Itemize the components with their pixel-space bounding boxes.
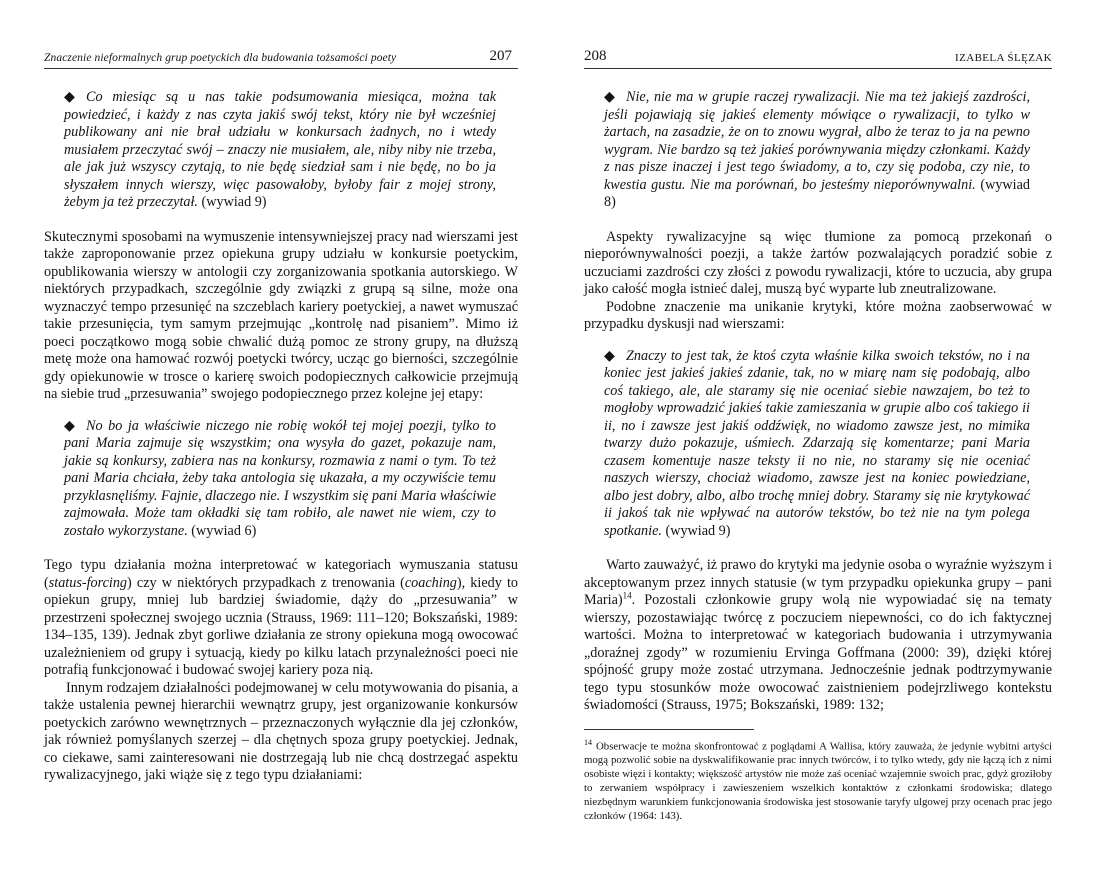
paragraph-segment: . Pozostali członkowie grupy wolą nie wypowiadać się na tematy wierszy, pozostawiając twórcę z poczuciem niepewności, co do ich faktycznej wartości. Można to interpretować w kategoriach budowania i utrzymywania „doraźnej zgody” w rozumieniu Ervinga Goffmana (2000: 39), dzięki której spójność grupy może zostać utrzymana. Jednocześnie jednak podtrzymywanie tego typu stosunków może owocować zaistnieniem podejrzliwego kontekstu świadomości (Strauss, 1975; Bokszański, 1989: 132;: [584, 592, 1052, 713]
footnote-divider: [584, 729, 754, 730]
interview-quote: [44, 89, 518, 212]
paragraph: Aspekty rywalizacyjne są więc tłumione za pomocą przekonań o nieporównywalności poezji, a także żartów pozwalających poradzić sobie z uczuciami zazdrości czy złości z powodu rywalizacji, które to uczucia, aby grupa jako całość mogła istnieć dalej, muszą być wyparte lub zneutralizowane.: [584, 228, 1052, 297]
interview-quote: [44, 418, 518, 541]
diamond-bullet-icon: ◆: [64, 417, 75, 434]
quote-text: Co miesiąc są u nas takie podsumowania miesiąca, można tak powiedzieć, i każdy z nas czyta jakiś swój tekst, który nie był wcześniej publikowany ani nie brał udziału w konkursach żadnych, no i wtedy musiałem przeczytać swój – znaczy nie musiałem, ale, niby niby nie trzeba, ale jak już wszyscy czytają, to nie będę siedział sam i nie będę, no bo ja słyszałem innych wierszy, więc pasowałoby, byłoby fair z mojej strony, żebym ja też przeczytał.: [64, 89, 496, 210]
footnote: [584, 736, 1052, 824]
quote-text: No bo ja właściwie niczego nie robię wokół tej mojej poezji, tylko to pani Maria zajmuje się wszystkim; ona wysyła do gazet, pokazuje nam, jakie są konkursy, zabiera nas na konkursy, rozmawia z nami o tym. To też pani Maria chciała, żeby taka antologia się ukazała, a my oczywiście temu przyklasnęliśmy. Fajnie, dlaczego nie. I wszystkim się pani Maria właściwie zajmowała. Może tam okładki się tam robiło, ale nawet nie wiem, czy to zostało wykorzystane.: [64, 417, 496, 539]
interview-quote: [584, 348, 1052, 541]
running-head-right: [584, 44, 1052, 69]
quote-source: (wywiad 8): [604, 176, 1031, 210]
paragraph: Skutecznymi sposobami na wymuszenie intensywniejszej pracy nad wierszami jest także zaproponowanie przez opiekuna grupy udziału w konkursie poetyckim, opublikowania wierszy w antologii czy zorganizowania spotkania autorskiego. W niektórych przypadkach, szczególnie gdy związki z grupą są silne, może ona wyznaczyć tempo przesunięć na szczeblach kariery poetyckiej, a nawet wymuszać takie przesunięcia, tym samym przejmując „kontrolę nad pisaniem”. Mimo iż poeci początkowo mogą sobie chwalić dużą pomoc ze strony grupy, na dłuższą metę może ona hamować rozwój poetycki twórcy, ucząc go bierności, szczególnie gdy opiekunowie w trosce o karierę swoich podopiecznych całkowicie przejmują na siebie trud „przesuwania” swojego podopiecznego przez kolejne jej etapy:: [44, 228, 518, 402]
paragraph-italic-term: status-forcing: [48, 574, 128, 591]
page-number-right: 208: [584, 48, 607, 64]
paragraph-italic-term: coaching: [404, 574, 457, 591]
quote-text: Nie, nie ma w grupie raczej rywalizacji. Nie ma też jakiejś zazdrości, jeśli pojawiają się jakieś elementy mówiące o rywalizacji, to tylko w żartach, na zasadzie, że on to znowu wygrał, albo że teraz to ja na pewno wygram. Nie bardzo są też jakieś porównywania między członkami. Każdy z nas pisze inaczej i jest tego świadomy, a to, czy się podoba, czy nie, to kwestia gustu. Nie ma porównań, bo jesteśmy nieporównywalni.: [604, 89, 1030, 193]
paragraph: [584, 557, 1052, 715]
paragraph: Innym rodzajem działalności podejmowanej w celu motywowania do pisania, a także ustalenia pewnej hierarchii wewnątrz grupy, jest organizowanie konkursów poetyckich zarówno wewnętrznych – przeznaczonych wyłącznie dla jej członków, jak również pomyślanych szerzej – dla chętnych spoza grupy poetyckiej. Jednak, co ciekawe, sami zainteresowani nie dostrzegają lub nie chcą dostrzegać aspektu rywalizacyjnego, jaki wiąże się z tego typu działaniami:: [44, 679, 518, 783]
page-number-left: 207: [489, 48, 512, 64]
running-head-left: [44, 44, 518, 69]
paragraph-segment: ), kiedy to opiekun grupy, mniej lub bardziej świadomie, dąży do „przesuwania” w przestrzeni społecznej swojego ucznia (Strauss, 1969: 111–120; Bokszański, 1989: 134–135, 139). Jednak zbyt gorliwe działania ze strony opiekuna mogą owocować uzależnieniem od grupy i sytuacją, kiedy po kilku latach przynależności poeci nie potrafią funkcjonować i budować swojej kariery poza nią.: [44, 574, 518, 678]
diamond-bullet-icon: ◆: [64, 89, 75, 105]
interview-quote: [584, 89, 1052, 212]
running-author: IZABELA ŚLĘZAK: [955, 52, 1052, 64]
paragraph-segment: ) czy w niektórych przypadkach z trenowania (: [127, 574, 405, 591]
paragraph-segment: Tego typu działania można interpretować w kategoriach wymuszania statusu (: [44, 557, 518, 591]
footnote-reference[interactable]: 14: [622, 590, 632, 601]
diamond-bullet-icon: ◆: [604, 89, 615, 105]
quote-source: (wywiad 9): [665, 522, 731, 539]
paragraph: [44, 557, 518, 680]
quote-source: (wywiad 9): [201, 194, 267, 210]
running-title: Znaczenie nieformalnych grup poetyckich dla budowania tożsamości poety: [44, 52, 397, 64]
right-page: [550, 0, 1100, 880]
quote-source: (wywiad 6): [191, 522, 257, 539]
footnote-marker: 14: [584, 737, 592, 747]
quote-text: Znaczy to jest tak, że ktoś czyta właśnie kilka swoich tekstów, no i na koniec jest jakieś jakieś zdanie, tak, no w miarę nam się podobają, albo coś takiego, ale, ale staramy się nie oceniać siebie nawzajem, bo też to mogłoby wprowadzić jakieś takie zamieszania w grupie albo coś takiego ii ii, no i zawsze jest jakiś oddźwięk, no wiadomo zawsze jest, no mimika twarzy dużo pokazuje, uśmiech. Zdarzają się komentarze; pani Maria czasem komentuje nasze teksty ii no nie, no staramy się nie oceniać naszych wierszy, chociaż wiadomo, zawsze jest na koniec powiedziane, albo jest dobry, albo, albo trochę mniej dobry. Staramy się nie krytykować ii jakoś tak nie wpływać na autorów tekstów, bo też nie na tym polega spotkanie.: [604, 347, 1030, 539]
paragraph: Podobne znaczenie ma unikanie krytyki, które można zaobserwować w przypadku dyskusji nad wierszami:: [584, 298, 1052, 332]
paragraph-segment: Warto zauważyć, iż prawo do krytyki ma jedynie osoba o wyraźnie wyższym i akceptowanym przez innych statusie (w tym przypadku opiekunka grupy – pani Maria): [584, 557, 1053, 608]
footnote-text: Obserwacje te można skonfrontować z poglądami A Wallisa, który zauważa, że jedynie wybitni artyści mogą pozwolić sobie na dyskwalifikowanie prac innych twórców, i to tylko wtedy, gdy nie łączą ich z nimi osobiste więzi i kontakty; większość artystów nie może zaś oceniać wzajemnie swoich prac, gdyż groziłoby to zerwaniem współpracy i zawieszeniem wszelkich kontaktów z członkami środowiska; dlatego niezbędnym warunkiem funkcjonowania środowiska jest stosowanie taryfy ulgowej przy ocenach prac jego członków (1964: 143).: [584, 740, 1052, 823]
diamond-bullet-icon: ◆: [604, 347, 615, 364]
